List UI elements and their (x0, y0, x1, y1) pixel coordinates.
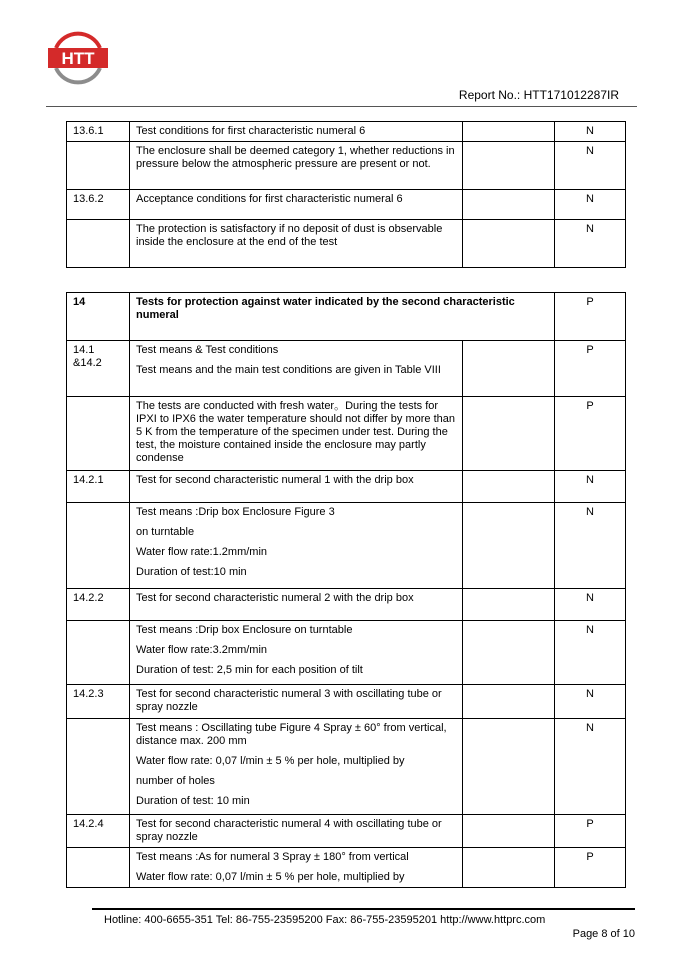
page-number: Page 8 of 10 (572, 928, 635, 940)
table-row (67, 397, 626, 471)
requirement-text: Duration of test: 2,5 min for each position of tilt (136, 664, 363, 676)
table-row (67, 220, 626, 268)
clause-number (67, 848, 130, 888)
verdict: P (555, 397, 626, 471)
report-number: Report No.: HTT171012287IR (458, 88, 619, 102)
requirement-text: Test conditions for first characteristic numeral 6 (136, 125, 366, 137)
verdict: N (555, 471, 626, 503)
verdict: N (555, 122, 626, 142)
requirement-cell (130, 848, 463, 888)
requirement-cell (130, 142, 463, 190)
table-row (67, 142, 626, 190)
verdict: N (555, 142, 626, 190)
verdict: N (555, 685, 626, 719)
result-cell (463, 815, 555, 848)
requirement-cell (130, 220, 463, 268)
result-cell (463, 190, 555, 220)
requirement-text: Test means and the main test conditions are given in Table VIII (136, 364, 441, 376)
verdict: P (555, 815, 626, 848)
requirement-text: Water flow rate:1.2mm/min (136, 546, 268, 558)
result-cell (463, 685, 555, 719)
verdict: P (555, 848, 626, 888)
requirement-text: Test means & Test conditions (136, 344, 279, 356)
requirement-text: Water flow rate: 0,07 l/min ± 5 % per hole, multiplied by (136, 755, 405, 767)
footer-divider (92, 908, 635, 910)
table-row (67, 122, 626, 142)
result-cell (463, 719, 555, 815)
clause-number: 14.2.2 (67, 589, 130, 621)
requirement-text: Test for second characteristic numeral 4 with oscillating tube or spray nozzle (136, 818, 442, 843)
requirement-cell (130, 719, 463, 815)
requirement-text: number of holes (136, 775, 215, 787)
clause-title: Tests for protection against water indicated by the second characteristic numeral (130, 293, 555, 341)
requirement-text: Water flow rate: 0,07 l/min ± 5 % per hole, multiplied by (136, 871, 405, 883)
requirement-text: The enclosure shall be deemed category 1, whether reductions in pressure below the atmospheric pressure are present or not. (136, 145, 455, 170)
result-cell (463, 397, 555, 471)
result-cell (463, 122, 555, 142)
clause-number: 14.2.4 (67, 815, 130, 848)
clause-table-14 (66, 292, 626, 888)
clause-number (67, 503, 130, 589)
result-cell (463, 341, 555, 397)
requirement-text: Test for second characteristic numeral 2 with the drip box (136, 592, 414, 604)
requirement-text: Test means :As for numeral 3 Spray ± 180° from vertical (136, 851, 409, 863)
clause-number (67, 621, 130, 685)
table-row (67, 503, 626, 589)
clause-table-13 (66, 121, 626, 268)
requirement-cell (130, 397, 463, 471)
header-divider (46, 106, 637, 107)
clause-number (67, 719, 130, 815)
result-cell (463, 142, 555, 190)
verdict: N (555, 719, 626, 815)
table-row (67, 190, 626, 220)
verdict: N (555, 621, 626, 685)
requirement-cell (130, 815, 463, 848)
requirement-text: Duration of test: 10 min (136, 795, 250, 807)
clause-number (67, 220, 130, 268)
table-row (67, 685, 626, 719)
requirement-cell (130, 621, 463, 685)
verdict: N (555, 220, 626, 268)
verdict: P (555, 341, 626, 397)
requirement-cell (130, 503, 463, 589)
clause-number: 13.6.1 (67, 122, 130, 142)
clause-number: 14.2.1 (67, 471, 130, 503)
table-row (67, 848, 626, 888)
clause-number: 14.1 &14.2 (67, 341, 130, 397)
requirement-text: The tests are conducted with fresh water。During the tests for IPXI to IPX6 the water temperature should not differ by more than 5 K from the temperature of the specimen under test. During the test, the moisture contained inside the enclosure may partly condense (136, 400, 455, 464)
clause-number: 13.6.2 (67, 190, 130, 220)
requirement-text: Test for second characteristic numeral 1 with the drip box (136, 474, 414, 486)
result-cell (463, 220, 555, 268)
htt-logo (46, 26, 110, 90)
requirement-text: on turntable (136, 526, 195, 538)
requirement-text: Test for second characteristic numeral 3 with oscillating tube or spray nozzle (136, 688, 442, 713)
verdict: N (555, 589, 626, 621)
logo-text: HTT (61, 49, 95, 68)
requirement-cell (130, 190, 463, 220)
table-row (67, 471, 626, 503)
requirement-cell (130, 341, 463, 397)
clause-number (67, 397, 130, 471)
table-row (67, 589, 626, 621)
requirement-cell (130, 685, 463, 719)
requirement-cell (130, 471, 463, 503)
requirement-text: Test means :Drip box Enclosure Figure 3 (136, 506, 335, 518)
clause-number: 14.2.3 (67, 685, 130, 719)
table-row (67, 719, 626, 815)
requirement-text: Acceptance conditions for first characteristic numeral 6 (136, 193, 403, 205)
table-row (67, 621, 626, 685)
requirement-text: Water flow rate:3.2mm/min (136, 644, 268, 656)
footer-contact: Hotline: 400-6655-351 Tel: 86-755-23595200 Fax: 86-755-23595201 http://www.httprc.com (104, 914, 546, 926)
table-row (67, 815, 626, 848)
clause-number (67, 142, 130, 190)
verdict: N (555, 190, 626, 220)
requirement-text: Duration of test:10 min (136, 566, 247, 578)
requirement-cell (130, 589, 463, 621)
verdict: P (555, 293, 626, 341)
clause-number: 14 (67, 293, 130, 341)
requirement-text: Test means :Drip box Enclosure on turntable (136, 624, 353, 636)
result-cell (463, 589, 555, 621)
table-heading-row (67, 293, 626, 341)
verdict: N (555, 503, 626, 589)
result-cell (463, 503, 555, 589)
table-row (67, 341, 626, 397)
requirement-text: Test means : Oscillating tube Figure 4 Spray ± 60° from vertical, distance max. 200 mm (136, 722, 447, 747)
result-cell (463, 848, 555, 888)
requirement-cell (130, 122, 463, 142)
requirement-text: The protection is satisfactory if no deposit of dust is observable inside the enclosure at the end of the test (136, 223, 443, 248)
result-cell (463, 471, 555, 503)
result-cell (463, 621, 555, 685)
